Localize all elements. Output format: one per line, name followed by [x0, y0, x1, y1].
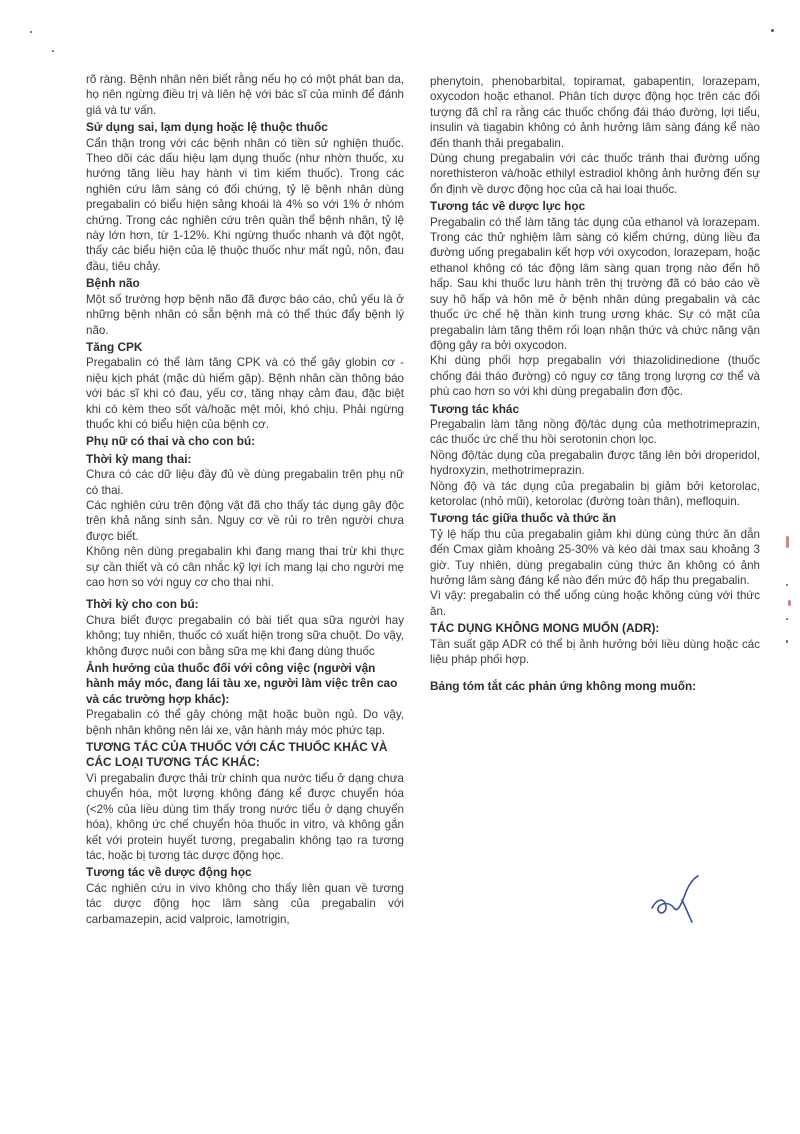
body-paragraph: Dùng chung pregabalin với các thuốc tránh thai đường uống norethisteron và/hoặc ethilyl estradiol không ảnh hưởng đến sự ổn định về dược động học của cả hai loại thuốc.: [430, 152, 760, 196]
section-heading: Thời kỳ mang thai:: [86, 451, 192, 466]
signature-mark: [646, 872, 706, 924]
section-heading: Bảng tóm tắt các phản ứng không mong muốn:: [430, 679, 697, 694]
margin-speck: [786, 618, 788, 620]
body-paragraph: Nồng độ và tác dụng của pregabalin bị giảm bởi ketorolac, ketorolac (nhỏ mũi), ketorolac (đường toàn thân), mefloquin.: [430, 479, 760, 508]
spacer: [86, 590, 404, 595]
section-heading: Tăng CPK: [86, 339, 143, 354]
section-heading: Tương tác về dược lực học: [430, 199, 586, 214]
section-heading: Ảnh hưởng của thuốc đối với công việc (người vận hành máy móc, đang lái tàu xe, người làm việc trên cao và các trường hợp khác):: [86, 661, 398, 706]
margin-speck: [786, 640, 788, 643]
margin-mark: [788, 600, 791, 606]
body-paragraph: Chưa biết được pregabalin có bài tiết qua sữa người hay không; tuy nhiên, thuốc có xuất hiện trong sữa chuột. Do vậy, không được nuôi con bằng sữa mẹ khi đang dùng thuốc: [86, 613, 404, 658]
section-heading: Sử dụng sai, lạm dụng hoặc lệ thuộc thuốc: [86, 120, 328, 135]
body-paragraph: Vì vậy: pregabalin có thể uống cùng hoặc không cùng với thức ăn.: [430, 589, 760, 618]
body-paragraph: Nồng độ/tác dụng của pregabalin được tăng lên bởi droperidol, hydroxyzin, methotrimeprazin.: [430, 448, 760, 478]
section-heading: Thời kỳ cho con bú:: [86, 597, 199, 612]
margin-mark: [786, 536, 789, 548]
section-heading: Tương tác giữa thuốc và thức ăn: [430, 511, 617, 526]
scan-speck: [30, 31, 32, 33]
section-heading: Tương tác khác: [430, 401, 520, 416]
body-paragraph: Vì pregabalin được thải trừ chính qua nước tiểu ở dạng chưa chuyển hóa, một lượng không đáng kể được chuyển hóa (<2% của liều dùng tìm thấy trong nước tiểu ở dạng chuyển hóa), không ức chế chuyển hóa thuốc in vitro, và không gắn kết với protein huyết tương, pregabalin không tạo ra tương tác, hoặc bị tương tác dược động học.: [86, 771, 404, 862]
body-paragraph: Các nghiên cứu trên động vật đã cho thấy tác dụng gây độc trên khả năng sinh sản. Nguy cơ về rủi ro trên người chưa được biết.: [86, 498, 404, 543]
left-column: [86, 72, 404, 927]
body-paragraph: Cẩn thận trong với các bệnh nhân có tiền sử nghiện thuốc. Theo dõi các dấu hiệu lạm dụng thuốc (như nhờn thuốc, xu hướng tăng liều hay hành vi tìm kiếm thuốc). Trong các nghiên cứu lâm sàng có đối chứng, tỷ lệ bệnh nhân dùng pregabalin có biểu hiện sảng khoái là 4% so với 1% ở nhóm chứng. Trong các nghiên cứu trên quần thể bệnh nhân, tỷ lệ này lớn hơn, từ 1-12%. Khi ngừng thuốc nhanh và đột ngột, thấy các biểu hiện của lệ thuộc thuốc như mất ngủ, nôn, đau đầu, tiêu chảy.: [86, 136, 404, 273]
body-paragraph: Tần suất gặp ADR có thể bị ảnh hưởng bởi liều dùng hoặc các liệu pháp phối hợp.: [430, 637, 760, 667]
body-paragraph: phenytoin, phenobarbital, topiramat, gabapentin, lorazepam, oxycodon hoặc ethanol. Phân tích dược động học trên các đối tượng đã chỉ ra rằng các thuốc chống đái tháo đường, lợi tiểu, insulin và tiagabin không có ảnh hưởng lâm sàng đáng kể nào đến thanh thải pregabalin.: [430, 75, 760, 150]
section-heading: TÁC DỤNG KHÔNG MONG MUỐN (ADR):: [430, 621, 660, 636]
scan-speck: [52, 50, 54, 52]
scan-speck: [771, 29, 774, 32]
body-paragraph: rõ ràng. Bệnh nhân nên biết rằng nếu họ có một phát ban da, họ nên ngừng điều trị và liên hệ với bác sĩ của mình để đánh giá và tư vấn.: [86, 73, 404, 117]
body-paragraph: Pregabalin có thể làm tăng tác dụng của ethanol và lorazepam. Trong các thử nghiệm lâm sàng có kiểm chứng, dùng liều đa đường uống pregabalin kết hợp với oxycodon, lorazepam, hoặc ethanol không có tác động lâm sàng quan trọng nào đến hô hấp. Sau khi thuốc lưu hành trên thị trường đã có báo cáo về suy hô hấp và hôn mê ở bệnh nhân dùng pregabalin và các thuốc ức chế hệ thần kinh trung ương khác. Sự có mặt của pregabalin làm tăng thêm rối loạn nhận thức và chức năng vận động gây ra bởi oxycodon.: [430, 215, 760, 352]
body-paragraph: Pregabalin làm tăng nồng độ/tác dụng của methotrimeprazin, các thuốc ức chế thu hồi serotonin chọn lọc.: [430, 417, 760, 447]
margin-speck: [786, 584, 788, 586]
right-column: [430, 74, 760, 695]
section-heading: TƯƠNG TÁC CỦA THUỐC VỚI CÁC THUỐC KHÁC VÀ CÁC LOẠI TƯƠNG TÁC KHÁC:: [86, 740, 388, 770]
spacer: [430, 672, 760, 677]
body-paragraph: Pregabalin có thể làm tăng CPK và có thể gây globin cơ - niệu kịch phát (mặc dù hiếm gặp). Bệnh nhân cần thông báo với bác sĩ khi có đau, yếu cơ, tăng nhạy cảm đau, đặc biệt khi có kèm theo sốt và/hoặc mệt mỏi, khó chịu. Phải ngừng thuốc khi có biểu hiện của bệnh cơ.: [86, 356, 404, 431]
section-heading: Tương tác về dược động học: [86, 865, 252, 880]
section-heading: Bệnh não: [86, 276, 140, 291]
body-paragraph: Các nghiên cứu in vivo không cho thấy liên quan về tương tác dược động học lâm sàng của pregabalin với carbamazepin, acid valproic, lamotrigin,: [86, 881, 404, 926]
body-paragraph: Khi dùng phối hợp pregabalin với thiazolidinedione (thuốc chống đái tháo đường) có nguy cơ tăng trọng lượng cơ thể và phù cao hơn so với khi dùng pregabalin đơn độc.: [430, 354, 760, 399]
body-paragraph: Một số trường hợp bệnh não đã được báo cáo, chủ yếu là ở những bệnh nhân có sẵn bệnh mà có thể thúc đẩy bệnh lý não.: [86, 292, 404, 337]
body-paragraph: Không nên dùng pregabalin khi đang mang thai trừ khi thực sự cần thiết và có cân nhắc kỹ lợi ích mang lại cho người mẹ cao hơn so với nguy cơ cho thai nhi.: [86, 545, 404, 589]
body-paragraph: Chưa có các dữ liệu đầy đủ về dùng pregabalin trên phụ nữ có thai.: [86, 468, 404, 497]
body-paragraph: Pregabalin có thể gây chóng mặt hoặc buồn ngủ. Do vậy, bệnh nhân không nên lái xe, vận hành máy móc phức tạp.: [86, 708, 404, 737]
body-paragraph: Tỷ lệ hấp thu của pregabalin giảm khi dùng cùng thức ăn dẫn đến Cmax giảm khoảng 25-30% và kéo dài tmax sau khoảng 3 giờ. Tuy nhiên, dùng pregabalin cùng thức ăn không có ảnh hưởng lâm sàng đáng kể nào đến mức độ hấp thu pregabalin.: [430, 527, 760, 587]
section-heading: Phụ nữ có thai và cho con bú:: [86, 434, 256, 449]
